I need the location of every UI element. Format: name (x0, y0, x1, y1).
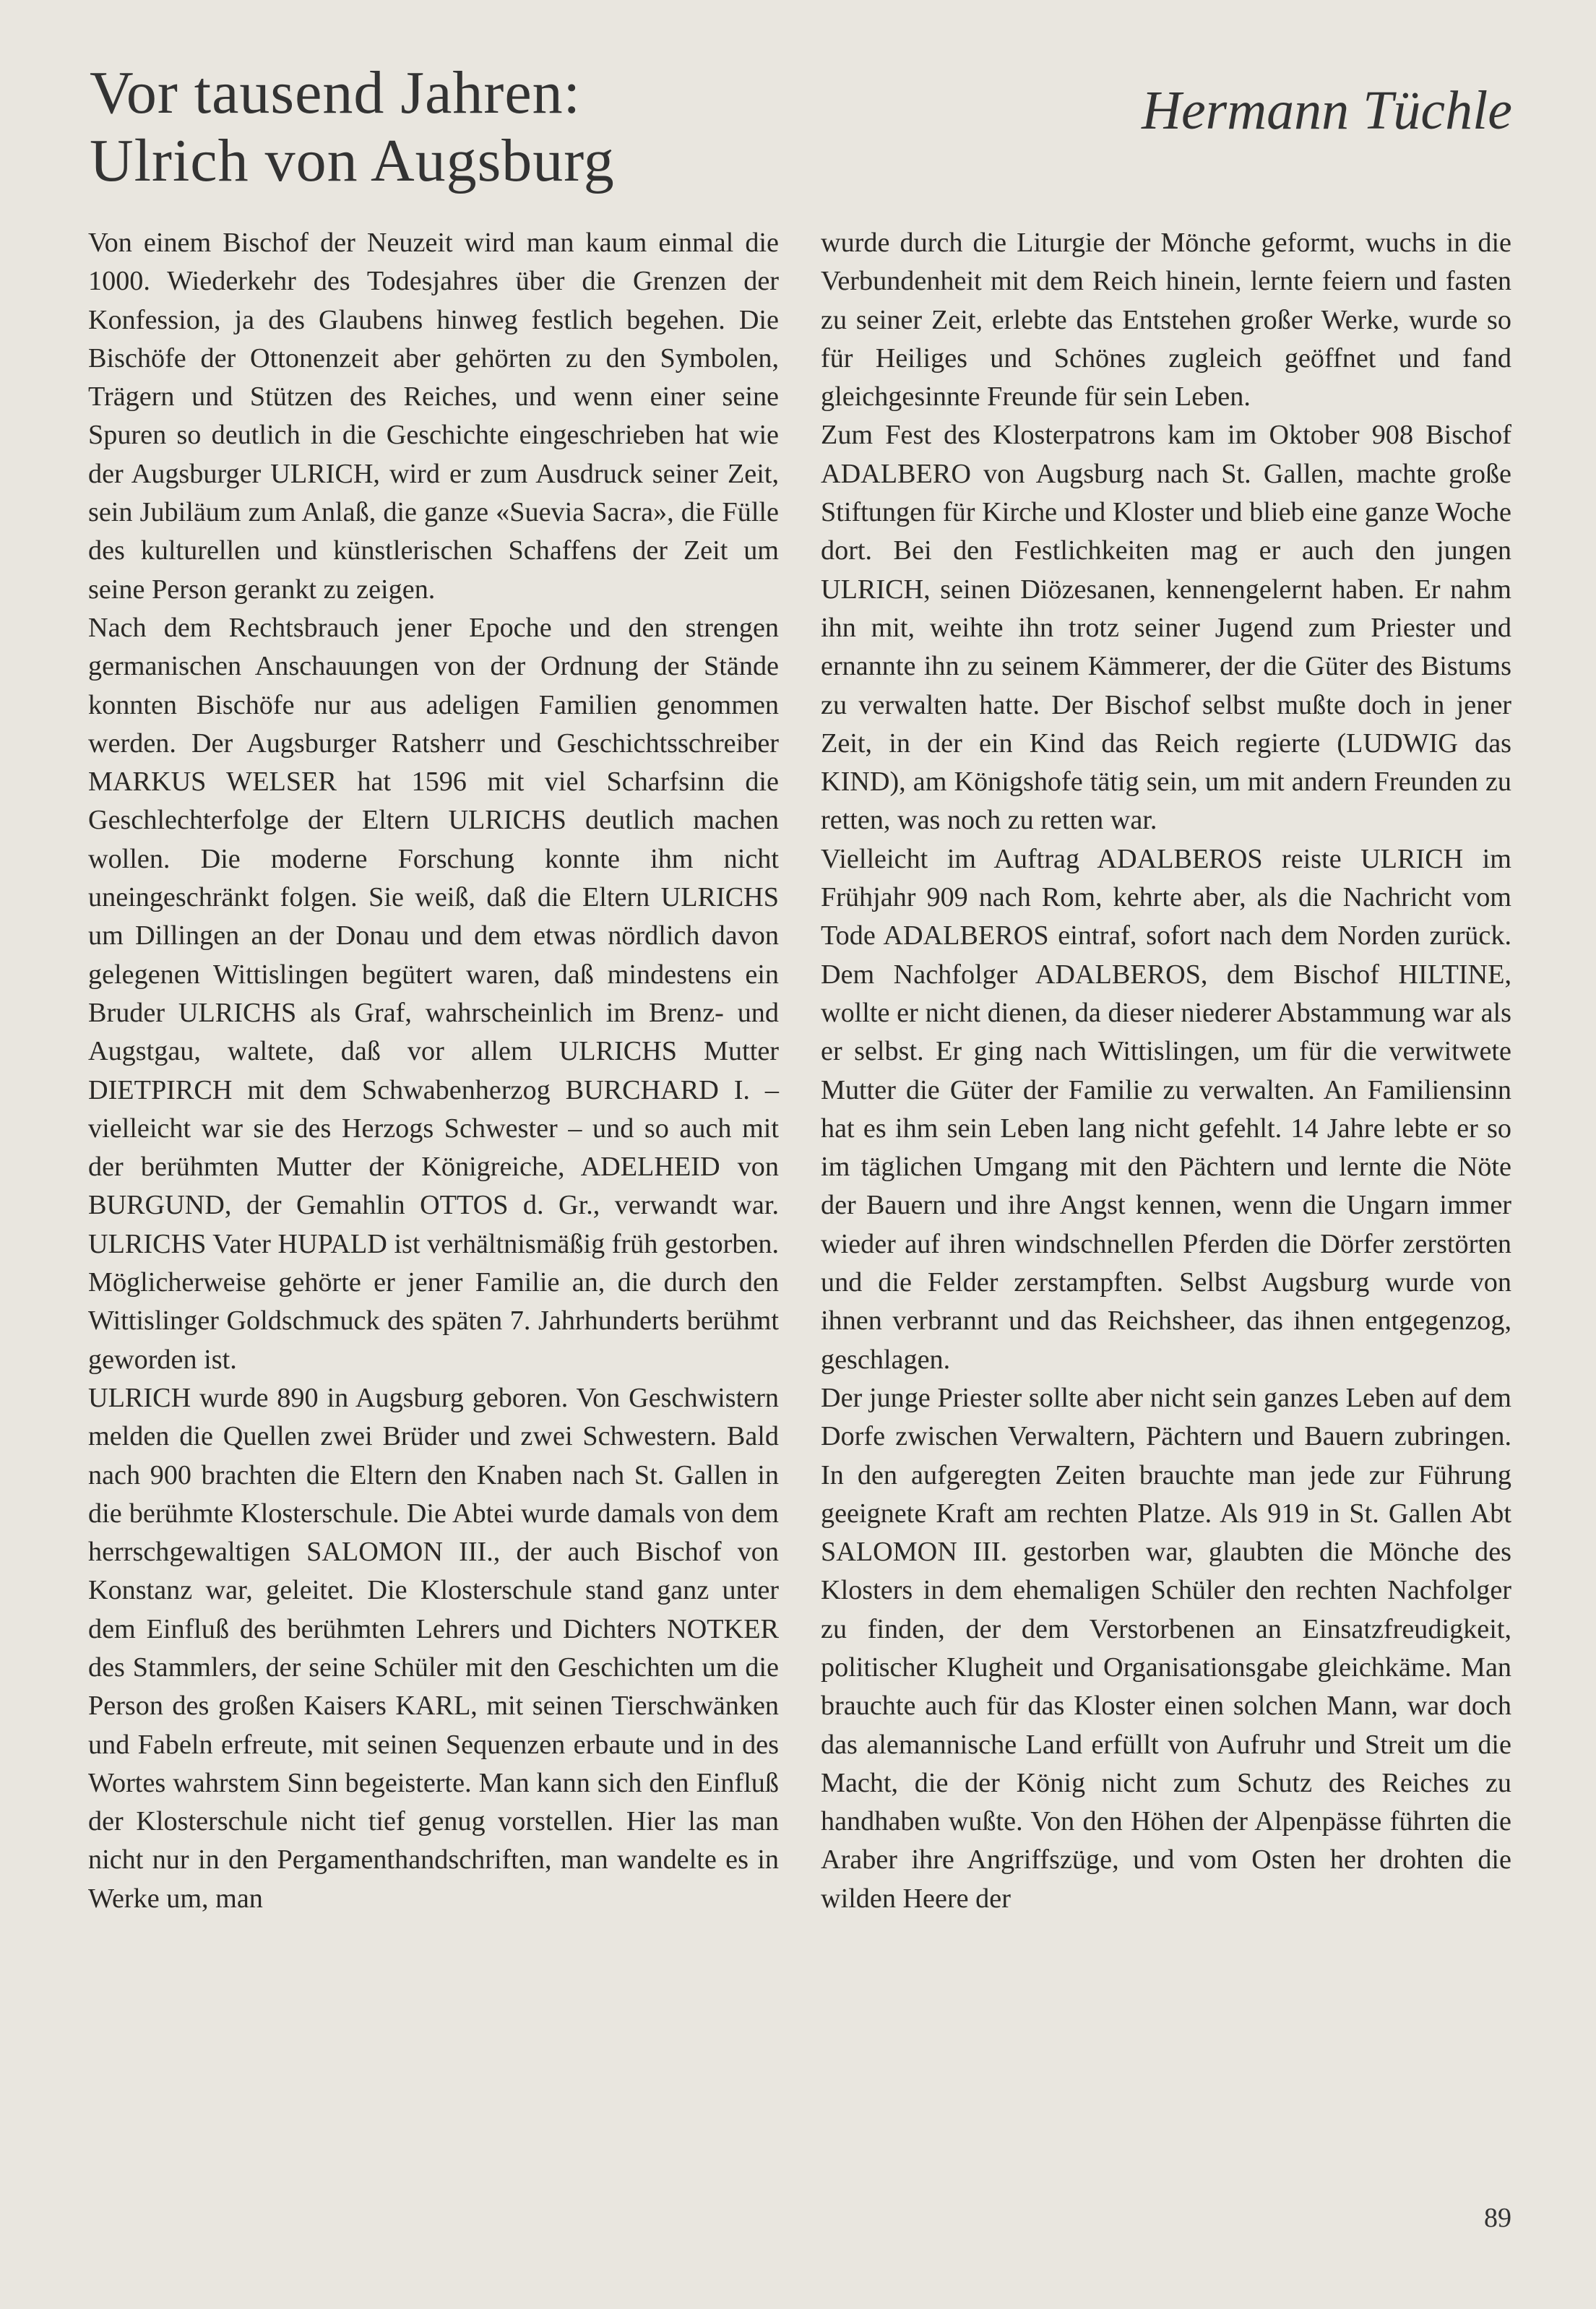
article-title (90, 59, 884, 195)
author-name: Hermann Tüchle (1142, 80, 1512, 141)
title-line-2: Ulrich von Augsburg (90, 127, 615, 194)
title-line-1: Vor tausend Jahren: (90, 59, 581, 126)
paragraph: Vielleicht im Auftrag ADALBEROS reiste ULRICH im Frühjahr 909 nach Rom, kehrte aber, als die Nachricht vom Tode ADALBEROS eintraf, sofort nach dem Norden zurück. Dem Nachfolger ADALBEROS, dem Bischof HILTINE, wollte er nicht dienen, da dieser niederer Abstammung war als er selbst. Er ging nach Wittislingen, um für die verwitwete Mutter die Güter der Familie zu verwalten. An Familiensinn hat es ihm sein Leben lang nicht gefehlt. 14 Jahre lebte er so im täglichen Umgang mit den Pächtern und lernte die Nöte der Bauern und ihre Angst kennen, wenn die Ungarn immer wieder auf ihren windschnellen Pferden die Dörfer zerstörten und die Felder zerstampften. Selbst Augsburg wurde von ihnen verbrannt und das Reichsheer, das ihnen entgegenzog, geschlagen. (821, 843, 1511, 1375)
paragraph: Nach dem Rechtsbrauch jener Epoche und den strengen germanischen Anschauungen von der Ordnung der Stände konnten Bischöfe nur aus adeligen Familien genommen werden. Der Augsburger Ratsherr und Geschichtsschreiber MARKUS WELSER hat 1596 mit viel Scharfsinn die Geschlechterfolge der Eltern ULRICHS deutlich machen wollen. Die moderne Forschung konnte ihm nicht uneingeschränkt folgen. Sie weiß, daß die Eltern ULRICHS um Dillingen an der Donau und dem etwas nördlich davon gelegenen Wittislingen begütert waren, daß mindestens ein Bruder ULRICHS als Graf, wahrscheinlich im Brenz- und Augstgau, waltete, daß vor allem ULRICHS Mutter DIETPIRCH mit dem Schwabenherzog BURCHARD I. – vielleicht war sie des Herzogs Schwester – und so auch mit der berühmten Mutter der Königreiche, ADELHEID von BURGUND, der Gemahlin OTTOS d. Gr., verwandt war. ULRICHS Vater HUPALD ist verhältnismäßig früh gestorben. Möglicherweise gehörte er jener Familie an, die durch den Wittislinger Goldschmuck des späten 7. Jahrhunderts berühmt geworden ist. (88, 612, 779, 1375)
paragraph: Zum Fest des Klosterpatrons kam im Oktober 908 Bischof ADALBERO von Augsburg nach St. Gallen, machte große Stiftungen für Kirche und Kloster und blieb eine ganze Woche dort. Bei den Festlichkeiten mag er auch den jungen ULRICH, seinen Diözesanen, kennengelernt haben. Er nahm ihn mit, weihte ihn trotz seiner Jugend zum Priester und ernannte ihn zu seinem Kämmerer, der die Güter des Bistums zu verwalten hatte. Der Bischof selbst mußte doch in jener Zeit, in der ein Kind das Reich regierte (LUDWIG das KIND), am Königshofe tätig sein, um mit andern Freunden zu retten, was noch zu retten war. (821, 420, 1511, 836)
paragraph: ULRICH wurde 890 in Augsburg geboren. Von Geschwistern melden die Quellen zwei Brüder und zwei Schwestern. Bald nach 900 brachten die Eltern den Knaben nach St. Gallen in die berühmte Klosterschule. Die Abtei wurde damals von dem herrschgewaltigen SALOMON III., der auch Bischof von Konstanz war, geleitet. Die Klosterschule stand ganz unter dem Einfluß des berühmten Lehrers und Dichters NOTKER des Stammlers, der seine Schüler mit den Geschichten um die Person des großen Kaisers KARL, mit seinen Tierschwänken und Fabeln erfreute, mit seinen Sequenzen erbaute und in des Wortes wahrstem Sinn begeisterte. Man kann sich den Einfluß der Klosterschule nicht tief genug vorstellen. Hier las man nicht nur in den Pergamenthandschriften, man wandelte es in Werke um, man (88, 1382, 779, 1914)
page-number: 89 (1484, 2203, 1511, 2233)
paragraph: Von einem Bischof der Neuzeit wird man kaum einmal die 1000. Wiederkehr des Todesjahres über die Grenzen der Konfession, ja des Glaubens hinweg festlich begehen. Die Bischöfe der Ottonenzeit aber gehörten zu den Symbolen, Trägern und Stützen des Reiches, und wenn einer seine Spuren so deutlich in die Geschichte eingeschrieben hat wie der Augsburger ULRICH, wird er zum Ausdruck seiner Zeit, sein Jubiläum zum Anlaß, die ganze «Suevia Sacra», die Fülle des kulturellen und künstlerischen Schaffens der Zeit um seine Person gerankt zu zeigen. (88, 228, 779, 605)
right-text-column (821, 224, 1511, 1918)
left-text-column (88, 224, 779, 1918)
paragraph: wurde durch die Liturgie der Mönche geformt, wuchs in die Verbundenheit mit dem Reich hinein, lernte feiern und fasten zu seiner Zeit, erlebte das Entstehen großer Werke, wurde so für Heiliges und Schönes zugleich geöffnet und fand gleichgesinnte Freunde für sein Leben. (821, 228, 1511, 413)
paragraph: Der junge Priester sollte aber nicht sein ganzes Leben auf dem Dorfe zwischen Verwaltern, Pächtern und Bauern zubringen. In den aufgeregten Zeiten brauchte man jede zur Führung geeignete Kraft am rechten Platze. Als 919 in St. Gallen Abt SALOMON III. gestorben war, glaubten die Mönche des Klosters in dem ehemaligen Schüler den rechten Nachfolger zu finden, der dem Verstorbenen an Einsatzfreudigkeit, politischer Klugheit und Organisationsgabe gleichkäme. Man brauchte auch für das Kloster einen solchen Mann, war doch das alemannische Land erfüllt von Aufruhr und Streit um die Macht, die der König nicht zum Schutz des Reiches zu handhaben wußte. Von den Höhen der Alpenpässe führten die Araber ihre Angriffszüge, und vom Osten her drohten die wilden Heere der (821, 1382, 1511, 1914)
